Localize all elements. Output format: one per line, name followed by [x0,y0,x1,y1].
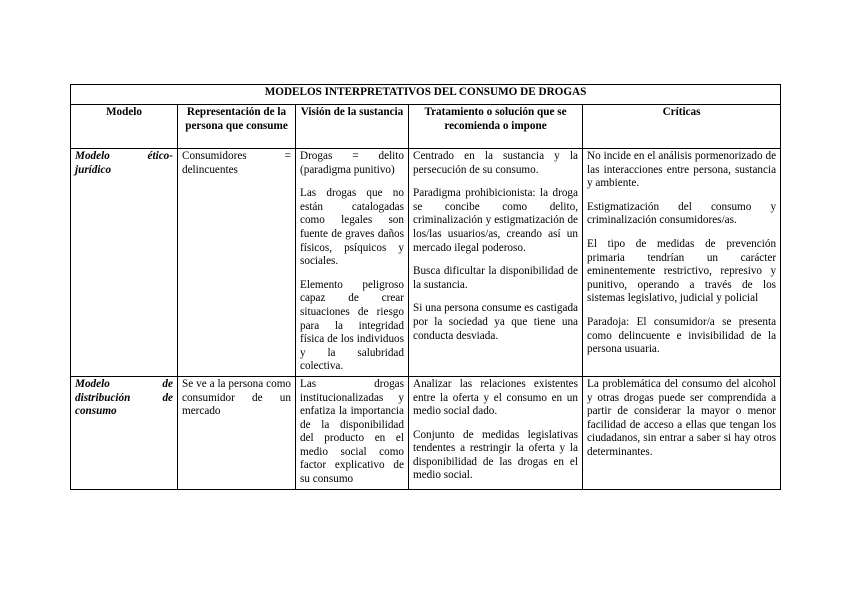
treatment-paragraph: Centrado en la sustancia y la persecución de su consumo. [413,150,578,176]
drug-models-table [70,84,781,490]
critiques-cell [583,376,781,489]
person-cell [178,376,296,489]
model-name-cell: Modelo de distribución de consumo [71,376,178,489]
critique-paragraph: Estigmatización del consumo y criminalización consumidores/as. [587,200,777,227]
treatment-cell [409,149,583,377]
header-critiques: Críticas [583,105,781,149]
header-substance: Visión de la sustancia [296,105,409,149]
critiques-cell [583,149,781,377]
treatment-paragraph: Paradigma prohibicionista: la droga se concibe como delito, criminalización y estigmatización de los/las usuarios/as, creando así un mercado ilegal poderoso. [413,187,578,254]
substance-cell [296,149,409,377]
person-cell [178,149,296,377]
critique-paragraph: Paradoja: El consumidor/a se presenta como delincuente e invisibilidad de la persona usuaria. [587,315,777,356]
substance-paragraph: Drogas = delito (paradigma punitivo) [300,150,404,176]
substance-paragraph: Elemento peligroso capaz de crear situaciones de riesgo para la integridad física de los individuos y la salubridad colectiva. [300,278,404,373]
header-model: Modelo [71,105,178,149]
critique-paragraph: No incide en el análisis pormenorizado de las interacciones entre persona, sustancia y ambiente. [587,150,777,190]
table-row [71,149,781,377]
critique-paragraph: La problemática del consumo del alcohol y otras drogas puede ser comprendida a partir de considerar la mayor o menor facilidad de acceso a ellas que tengan los ciudadanos, sin entrar a saber si hay otros determinantes. [587,377,777,458]
model-name-cell: Modelo ético-jurídico [71,149,178,377]
header-person: Representación de la persona que consume [178,105,296,149]
treatment-paragraph: Busca dificultar la disponibilidad de la sustancia. [413,265,578,291]
treatment-paragraph: Si una persona consume es castigada por la sociedad ya que tiene una conducta desviada. [413,302,578,342]
treatment-cell [409,376,583,489]
treatment-paragraph: Conjunto de medidas legislativas tendentes a restringir la oferta y la disponibilidad de las drogas en el medio social. [413,428,578,482]
treatment-paragraph: Analizar las relaciones existentes entre la oferta y el consumo en un medio social dado. [413,377,578,418]
substance-paragraph: Las drogas institucionalizadas y enfatiza la importancia de la disponibilidad del producto en el medio social como factor explicativo de su consumo [300,377,404,486]
table-row [71,376,781,489]
title-row [71,85,781,105]
substance-cell [296,376,409,489]
person-text: Consumidores = delincuentes [182,150,291,176]
person-text: Se ve a la persona como consumidor de un mercado [182,377,291,418]
header-row [71,105,781,149]
table-title: MODELOS INTERPRETATIVOS DEL CONSUMO DE DROGAS [71,85,781,105]
substance-paragraph: Las drogas que no están catalogadas como legales son fuente de graves daños físicos, psíquicos y sociales. [300,187,404,268]
header-treatment: Tratamiento o solución que se recomienda o impone [409,105,583,149]
critique-paragraph: El tipo de medidas de prevención primaria tendrían un carácter eminentemente restrictivo, represivo y punitivo, operando a través de los sistemas legislativo, judicial y policial [587,237,777,305]
